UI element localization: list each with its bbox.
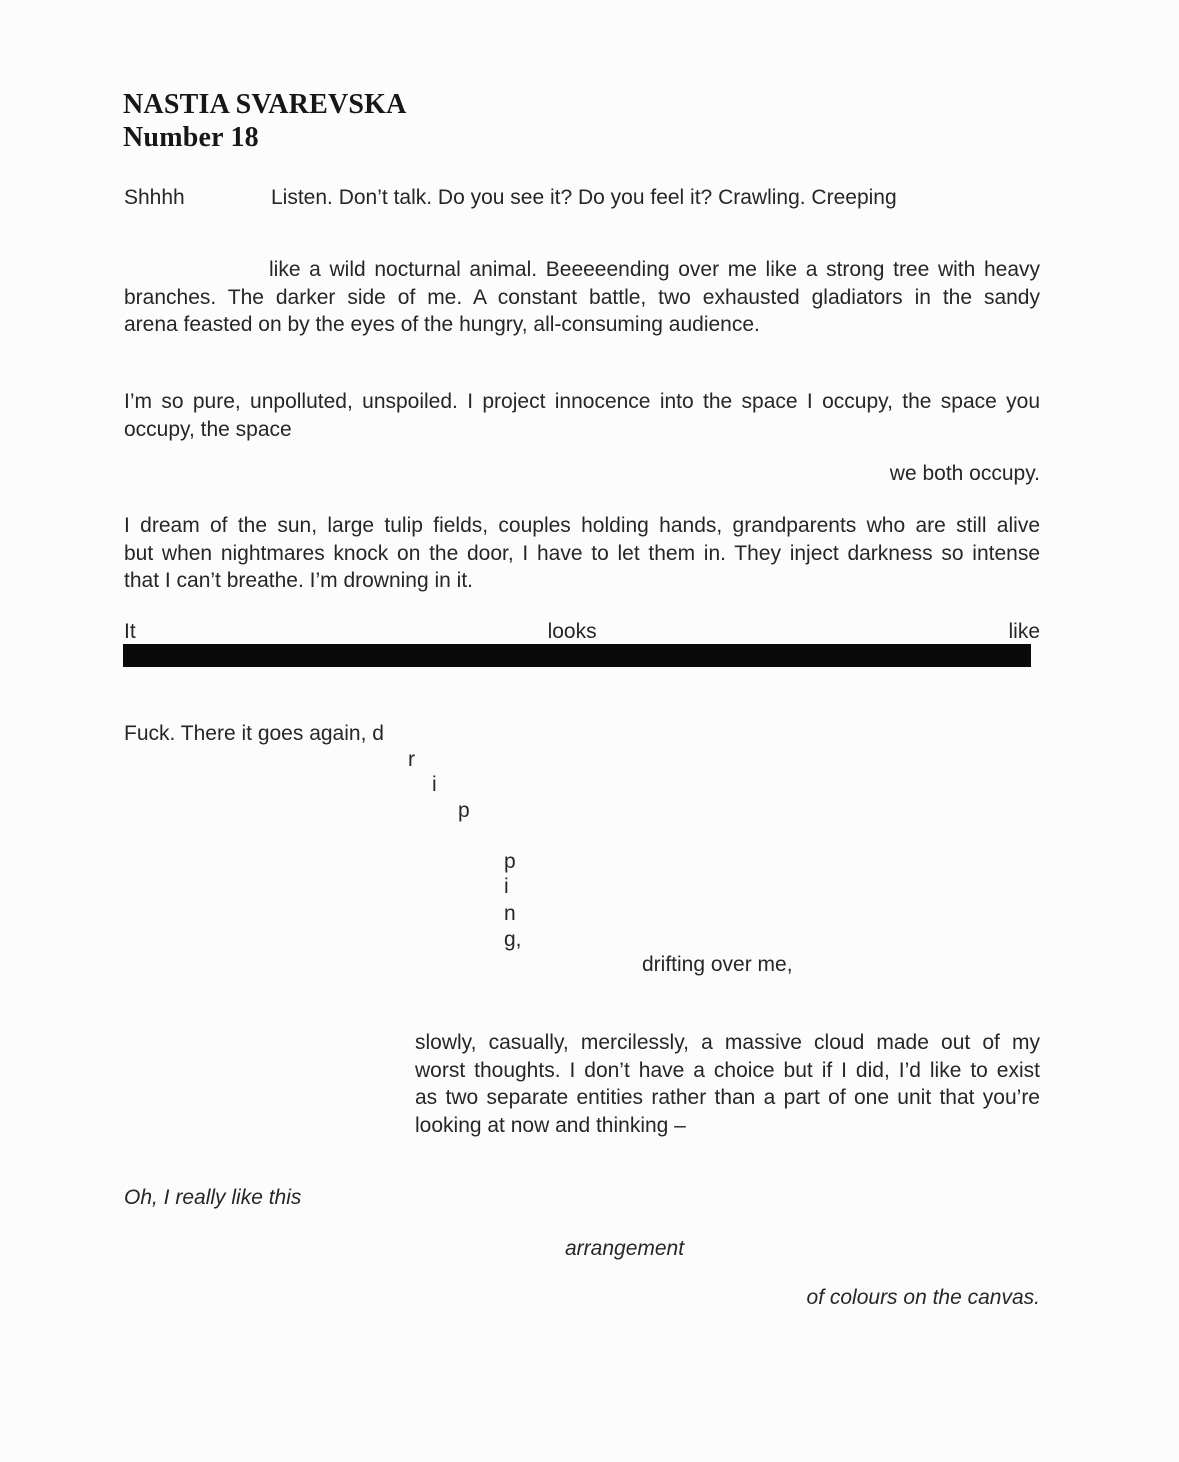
drifting-line: drifting over me, (642, 953, 793, 976)
poem-line: as two separate entities rather than a part of one unit that you’re (415, 1086, 1040, 1109)
stretched-word-right: like (1008, 620, 1040, 643)
paragraph-pure (124, 388, 1040, 443)
poem-line: arena feasted on by the eyes of the hungry, all-consuming audience. (124, 313, 760, 336)
paragraph-nocturnal (124, 256, 1040, 339)
poem-line: slowly, casually, mercilessly, a massive cloud made out of my (415, 1031, 1040, 1054)
opening-text: Listen. Don’t talk. Do you see it? Do you feel it? Crawling. Creeping (271, 186, 897, 209)
paragraph-cloud (415, 1029, 1040, 1139)
scattered-letter: g, (504, 928, 522, 951)
poem-line: I’m so pure, unpolluted, unspoiled. I project innocence into the space I occupy, the space you (124, 390, 1040, 413)
opening-line (124, 184, 1040, 212)
scattered-letter: p (458, 799, 470, 822)
scattered-letter: r (408, 748, 415, 771)
author-name: NASTIA SVAREVSKA (123, 89, 407, 120)
scattered-letter: i (504, 875, 509, 898)
poem-line: I dream of the sun, large tulip fields, couples holding hands, grandparents who are still alive (124, 514, 1040, 537)
scattered-letter: n (504, 902, 516, 925)
italic-line-oh: Oh, I really like this (124, 1186, 302, 1209)
poem-title: Number 18 (123, 122, 259, 153)
italic-line-colours: of colours on the canvas. (806, 1286, 1040, 1309)
opening-word: Shhhh (124, 186, 185, 209)
poem-line: but when nightmares knock on the door, I have to let them in. They inject darkness so intense (124, 541, 1040, 565)
right-aligned-line: we both occupy. (889, 462, 1040, 485)
poem-line: looking at now and thinking – (415, 1113, 686, 1137)
stretched-line (124, 618, 1040, 646)
stretched-word-center: looks (547, 620, 597, 643)
scattered-letter: p (504, 850, 516, 873)
paragraph-dream (124, 512, 1040, 595)
page-header (123, 88, 407, 154)
poem-line: occupy, the space (124, 417, 292, 441)
poem-line: branches. The darker side of me. A constant battle, two exhausted gladiators in the sandy (124, 285, 1040, 309)
poem-line: that I can’t breathe. I’m drowning in it. (124, 569, 474, 592)
scattered-letter: i (432, 773, 437, 796)
poem-line: worst thoughts. I don’t have a choice but if I did, I’d like to exist (415, 1058, 1040, 1082)
redaction-bar (123, 644, 1031, 667)
stretched-word-left: It (124, 620, 136, 643)
poem-line: like a wild nocturnal animal. Beeeeending over me like a strong tree with heavy (269, 258, 1040, 281)
fuck-line: Fuck. There it goes again, d (124, 722, 384, 745)
italic-line-arrangement: arrangement (565, 1237, 685, 1260)
